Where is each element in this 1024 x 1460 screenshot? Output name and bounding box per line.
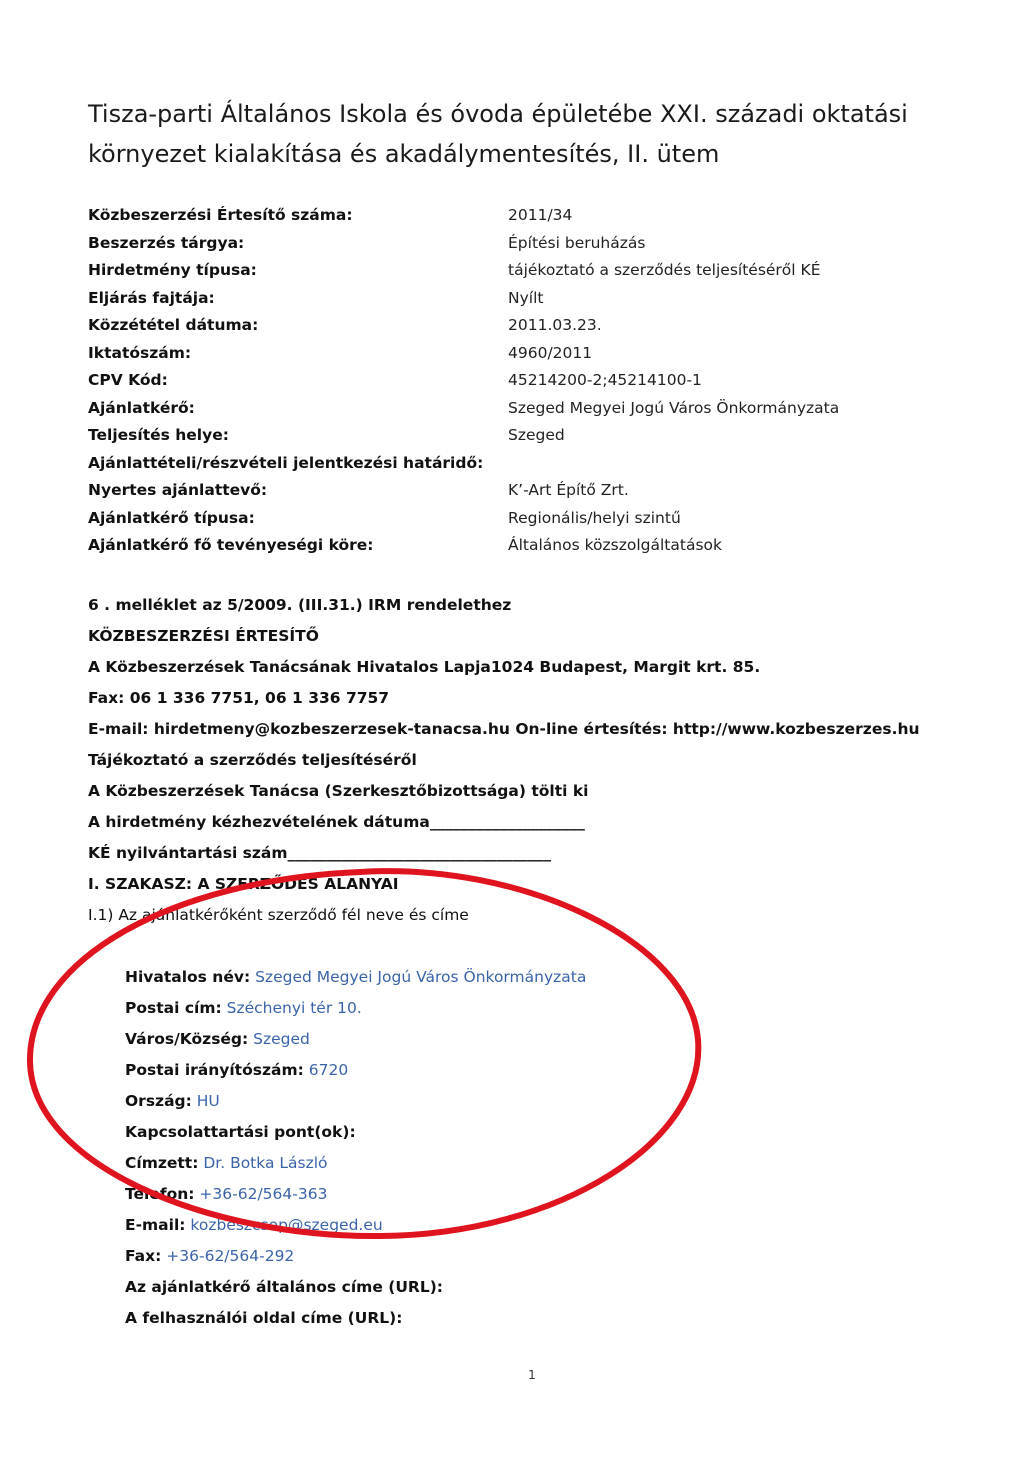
body-line: E-mail: hirdetmeny@kozbeszerzesek-tanacsa.hu On-line értesítés: http://www.kozbeszerzes.hu bbox=[88, 720, 920, 738]
body-line: A Közbeszerzések Tanácsa (Szerkesztőbizottsága) tölti ki bbox=[88, 782, 589, 800]
contact-label: Telefon: bbox=[125, 1185, 195, 1203]
meta-label: Teljesítés helye: bbox=[88, 426, 229, 444]
contact-line bbox=[125, 1179, 925, 1210]
phone-link[interactable]: +36-62/564-363 bbox=[199, 1185, 328, 1203]
meta-label: Ajánlatkérő típusa: bbox=[88, 508, 255, 527]
meta-label: Ajánlatkérő: bbox=[88, 398, 195, 417]
contact-label: Fax: bbox=[125, 1247, 162, 1265]
meta-row bbox=[88, 532, 948, 560]
meta-value: Nyílt bbox=[508, 288, 544, 307]
meta-value: 4960/2011 bbox=[508, 343, 593, 362]
contact-label: Postai irányítószám: bbox=[125, 1061, 304, 1079]
contact-value[interactable]: HU bbox=[196, 1092, 220, 1110]
meta-label: Iktatószám: bbox=[88, 343, 192, 362]
meta-row bbox=[88, 312, 948, 340]
meta-row bbox=[88, 285, 948, 313]
meta-label: Ajánlattételi/részvételi jelentkezési határidő: bbox=[88, 453, 484, 472]
contact-label: A felhasználói oldal címe (URL): bbox=[125, 1309, 403, 1327]
meta-row bbox=[88, 230, 948, 258]
contact-line bbox=[125, 1086, 925, 1117]
meta-label: Közzététel dátuma: bbox=[88, 316, 259, 334]
section-heading: I. SZAKASZ: A SZERZŐDÉS ALANYAI bbox=[88, 875, 399, 893]
document-title: Tisza-parti Általános Iskola és óvoda épületébe XXI. századi oktatási környezet kialakítása és akadálymentesítés, II. ütem bbox=[88, 100, 908, 168]
body-line: Fax: 06 1 336 7751, 06 1 336 7757 bbox=[88, 689, 390, 707]
contact-label: Kapcsolattartási pont(ok): bbox=[125, 1123, 356, 1141]
contact-line bbox=[125, 993, 925, 1024]
contact-line bbox=[125, 1241, 925, 1272]
notice-body bbox=[88, 590, 968, 931]
contact-line bbox=[125, 1055, 925, 1086]
contact-value[interactable]: Széchenyi tér 10. bbox=[226, 999, 362, 1017]
meta-label: Ajánlatkérő fő tevényeségi köre: bbox=[88, 536, 374, 554]
meta-label: Nyertes ajánlattevő: bbox=[88, 481, 268, 499]
contact-line bbox=[125, 1303, 925, 1334]
subsection-heading: I.1) Az ajánlatkérőként szerződő fél neve és címe bbox=[88, 906, 469, 924]
meta-value: Építési beruházás bbox=[508, 233, 646, 252]
meta-row bbox=[88, 257, 948, 285]
meta-row bbox=[88, 340, 948, 368]
meta-value: Szeged Megyei Jogú Város Önkormányzata bbox=[508, 398, 840, 417]
meta-row bbox=[88, 367, 948, 395]
contact-label: Hivatalos név: bbox=[125, 968, 251, 986]
contact-line bbox=[125, 1117, 925, 1148]
meta-row bbox=[88, 395, 948, 423]
body-line: A hirdetmény kézhezvételének dátuma____________________ bbox=[88, 813, 585, 831]
contact-label: Címzett: bbox=[125, 1154, 199, 1172]
contact-label: Az ajánlatkérő általános címe (URL): bbox=[125, 1278, 443, 1296]
body-line: KÉ nyilvántartási szám__________________________________ bbox=[88, 844, 552, 862]
meta-label: Közbeszerzési Értesítő száma: bbox=[88, 206, 353, 224]
metadata-table bbox=[88, 202, 948, 560]
fax-link[interactable]: +36-62/564-292 bbox=[166, 1247, 295, 1265]
meta-label: Hirdetmény típusa: bbox=[88, 261, 257, 279]
meta-value: Általános közszolgáltatások bbox=[508, 536, 722, 554]
contact-details bbox=[125, 962, 925, 1334]
body-line: Tájékoztató a szerződés teljesítéséről bbox=[88, 751, 417, 769]
meta-row bbox=[88, 202, 948, 230]
meta-value: tájékoztató a szerződés teljesítéséről KÉ bbox=[508, 261, 821, 279]
contact-value[interactable]: Szeged Megyei Jogú Város Önkormányzata bbox=[255, 968, 587, 986]
meta-value: 45214200-2;45214100-1 bbox=[508, 371, 702, 389]
meta-value: 2011.03.23. bbox=[508, 316, 602, 334]
contact-line bbox=[125, 1272, 925, 1303]
contact-line bbox=[125, 1148, 925, 1179]
body-line: A Közbeszerzések Tanácsának Hivatalos Lapja1024 Budapest, Margit krt. 85. bbox=[88, 658, 761, 676]
meta-row bbox=[88, 422, 948, 450]
contact-label: Város/Község: bbox=[125, 1030, 249, 1048]
meta-label: Eljárás fajtája: bbox=[88, 288, 215, 307]
meta-value: Regionális/helyi szintű bbox=[508, 508, 681, 527]
meta-value: Szeged bbox=[508, 426, 565, 444]
contact-line bbox=[125, 1210, 925, 1241]
meta-value: 2011/34 bbox=[508, 206, 573, 224]
contact-line bbox=[125, 962, 925, 993]
meta-label: Beszerzés tárgya: bbox=[88, 233, 245, 252]
contact-value[interactable]: 6720 bbox=[308, 1061, 349, 1079]
meta-row bbox=[88, 505, 948, 533]
meta-row bbox=[88, 450, 948, 478]
meta-value: K’-Art Építő Zrt. bbox=[508, 481, 629, 499]
contact-value[interactable]: Szeged bbox=[253, 1030, 310, 1048]
body-line: KÖZBESZERZÉSI ÉRTESÍTŐ bbox=[88, 627, 319, 645]
contact-label: Ország: bbox=[125, 1092, 192, 1110]
body-line: 6 . melléklet az 5/2009. (III.31.) IRM rendelethez bbox=[88, 596, 512, 614]
meta-row bbox=[88, 477, 948, 505]
contact-line bbox=[125, 1024, 925, 1055]
contact-label: Postai cím: bbox=[125, 999, 222, 1017]
contact-value[interactable]: Dr. Botka László bbox=[203, 1154, 328, 1172]
meta-label: CPV Kód: bbox=[88, 371, 168, 389]
page-number: 1 bbox=[528, 1368, 536, 1382]
email-link[interactable]: kozbeszcsop@szeged.eu bbox=[190, 1216, 383, 1234]
contact-label: E-mail: bbox=[125, 1216, 186, 1234]
